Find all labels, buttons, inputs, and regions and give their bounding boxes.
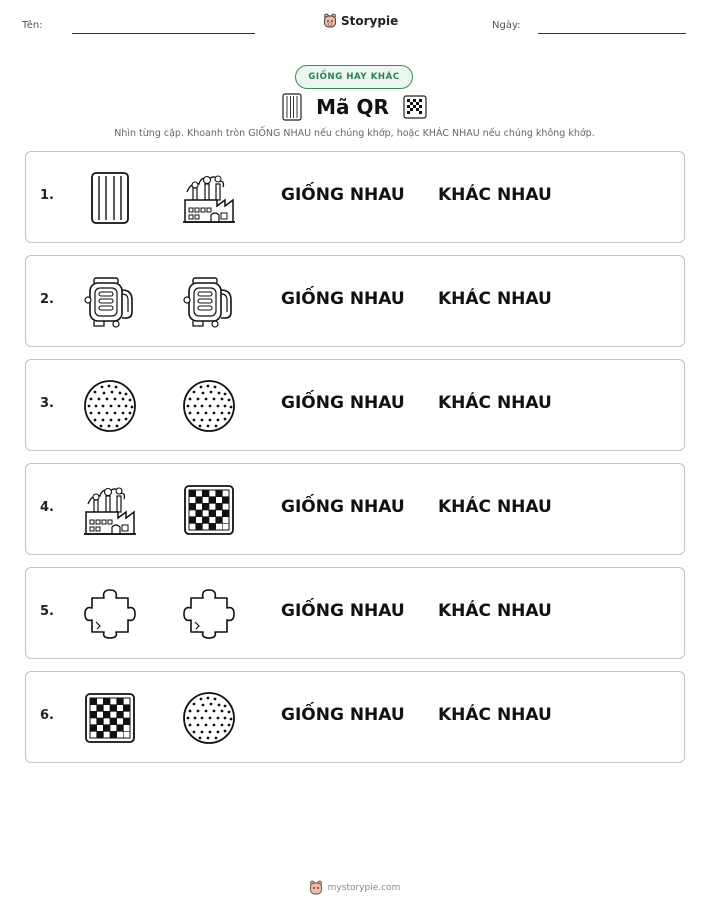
activity-badge: GIỐNG HAY KHÁC	[295, 65, 413, 89]
question-row-2	[25, 255, 685, 347]
same-option[interactable]: GIỐNG NHAU	[281, 497, 405, 517]
name-line[interactable]	[72, 33, 255, 34]
question-row-4	[25, 463, 685, 555]
question-row-3	[25, 359, 685, 451]
factory-icon	[82, 482, 138, 538]
engine-icon	[82, 274, 138, 330]
question-row-6	[25, 671, 685, 763]
question-row-1	[25, 151, 685, 243]
question-number: 2.	[40, 292, 54, 307]
brand-logo	[323, 13, 398, 29]
same-option[interactable]: GIỐNG NHAU	[281, 705, 405, 725]
question-row-5	[25, 567, 685, 659]
page-title: Mã QR	[316, 95, 389, 119]
different-option[interactable]: KHÁC NHAU	[438, 497, 552, 517]
same-option[interactable]: GIỐNG NHAU	[281, 185, 405, 205]
question-number: 1.	[40, 188, 54, 203]
puzzle-piece-icon	[82, 586, 138, 642]
dotted-circle-icon	[181, 690, 237, 746]
same-option[interactable]: GIỐNG NHAU	[281, 393, 405, 413]
qr-grid-icon	[181, 482, 237, 538]
tire-icon	[82, 170, 138, 226]
brand-name: Storypie	[341, 14, 399, 28]
different-option[interactable]: KHÁC NHAU	[438, 705, 552, 725]
instructions: Nhìn từng cặp. Khoanh tròn GIỐNG NHAU nếu chúng khớp, hoặc KHÁC NHAU nếu chúng không khớp.	[114, 128, 595, 139]
date-label: Ngày:	[492, 20, 521, 31]
qr-grid-icon	[403, 95, 427, 119]
footer	[0, 880, 709, 896]
title-row	[0, 92, 709, 122]
dotted-circle-icon	[82, 378, 138, 434]
same-option[interactable]: GIỐNG NHAU	[281, 601, 405, 621]
date-line[interactable]	[538, 33, 686, 34]
question-number: 5.	[40, 604, 54, 619]
dotted-circle-icon	[181, 378, 237, 434]
different-option[interactable]: KHÁC NHAU	[438, 601, 552, 621]
question-number: 3.	[40, 396, 54, 411]
different-option[interactable]: KHÁC NHAU	[438, 393, 552, 413]
puzzle-piece-icon	[181, 586, 237, 642]
storypie-mascot-icon	[309, 880, 323, 896]
name-label: Tên:	[22, 20, 43, 31]
question-number: 4.	[40, 500, 54, 515]
same-option[interactable]: GIỐNG NHAU	[281, 289, 405, 309]
storypie-mascot-icon	[323, 13, 337, 29]
qr-grid-icon	[82, 690, 138, 746]
engine-icon	[181, 274, 237, 330]
factory-icon	[181, 170, 237, 226]
different-option[interactable]: KHÁC NHAU	[438, 185, 552, 205]
question-number: 6.	[40, 708, 54, 723]
different-option[interactable]: KHÁC NHAU	[438, 289, 552, 309]
footer-url: mystorypie.com	[327, 883, 401, 893]
tire-icon	[282, 93, 302, 121]
